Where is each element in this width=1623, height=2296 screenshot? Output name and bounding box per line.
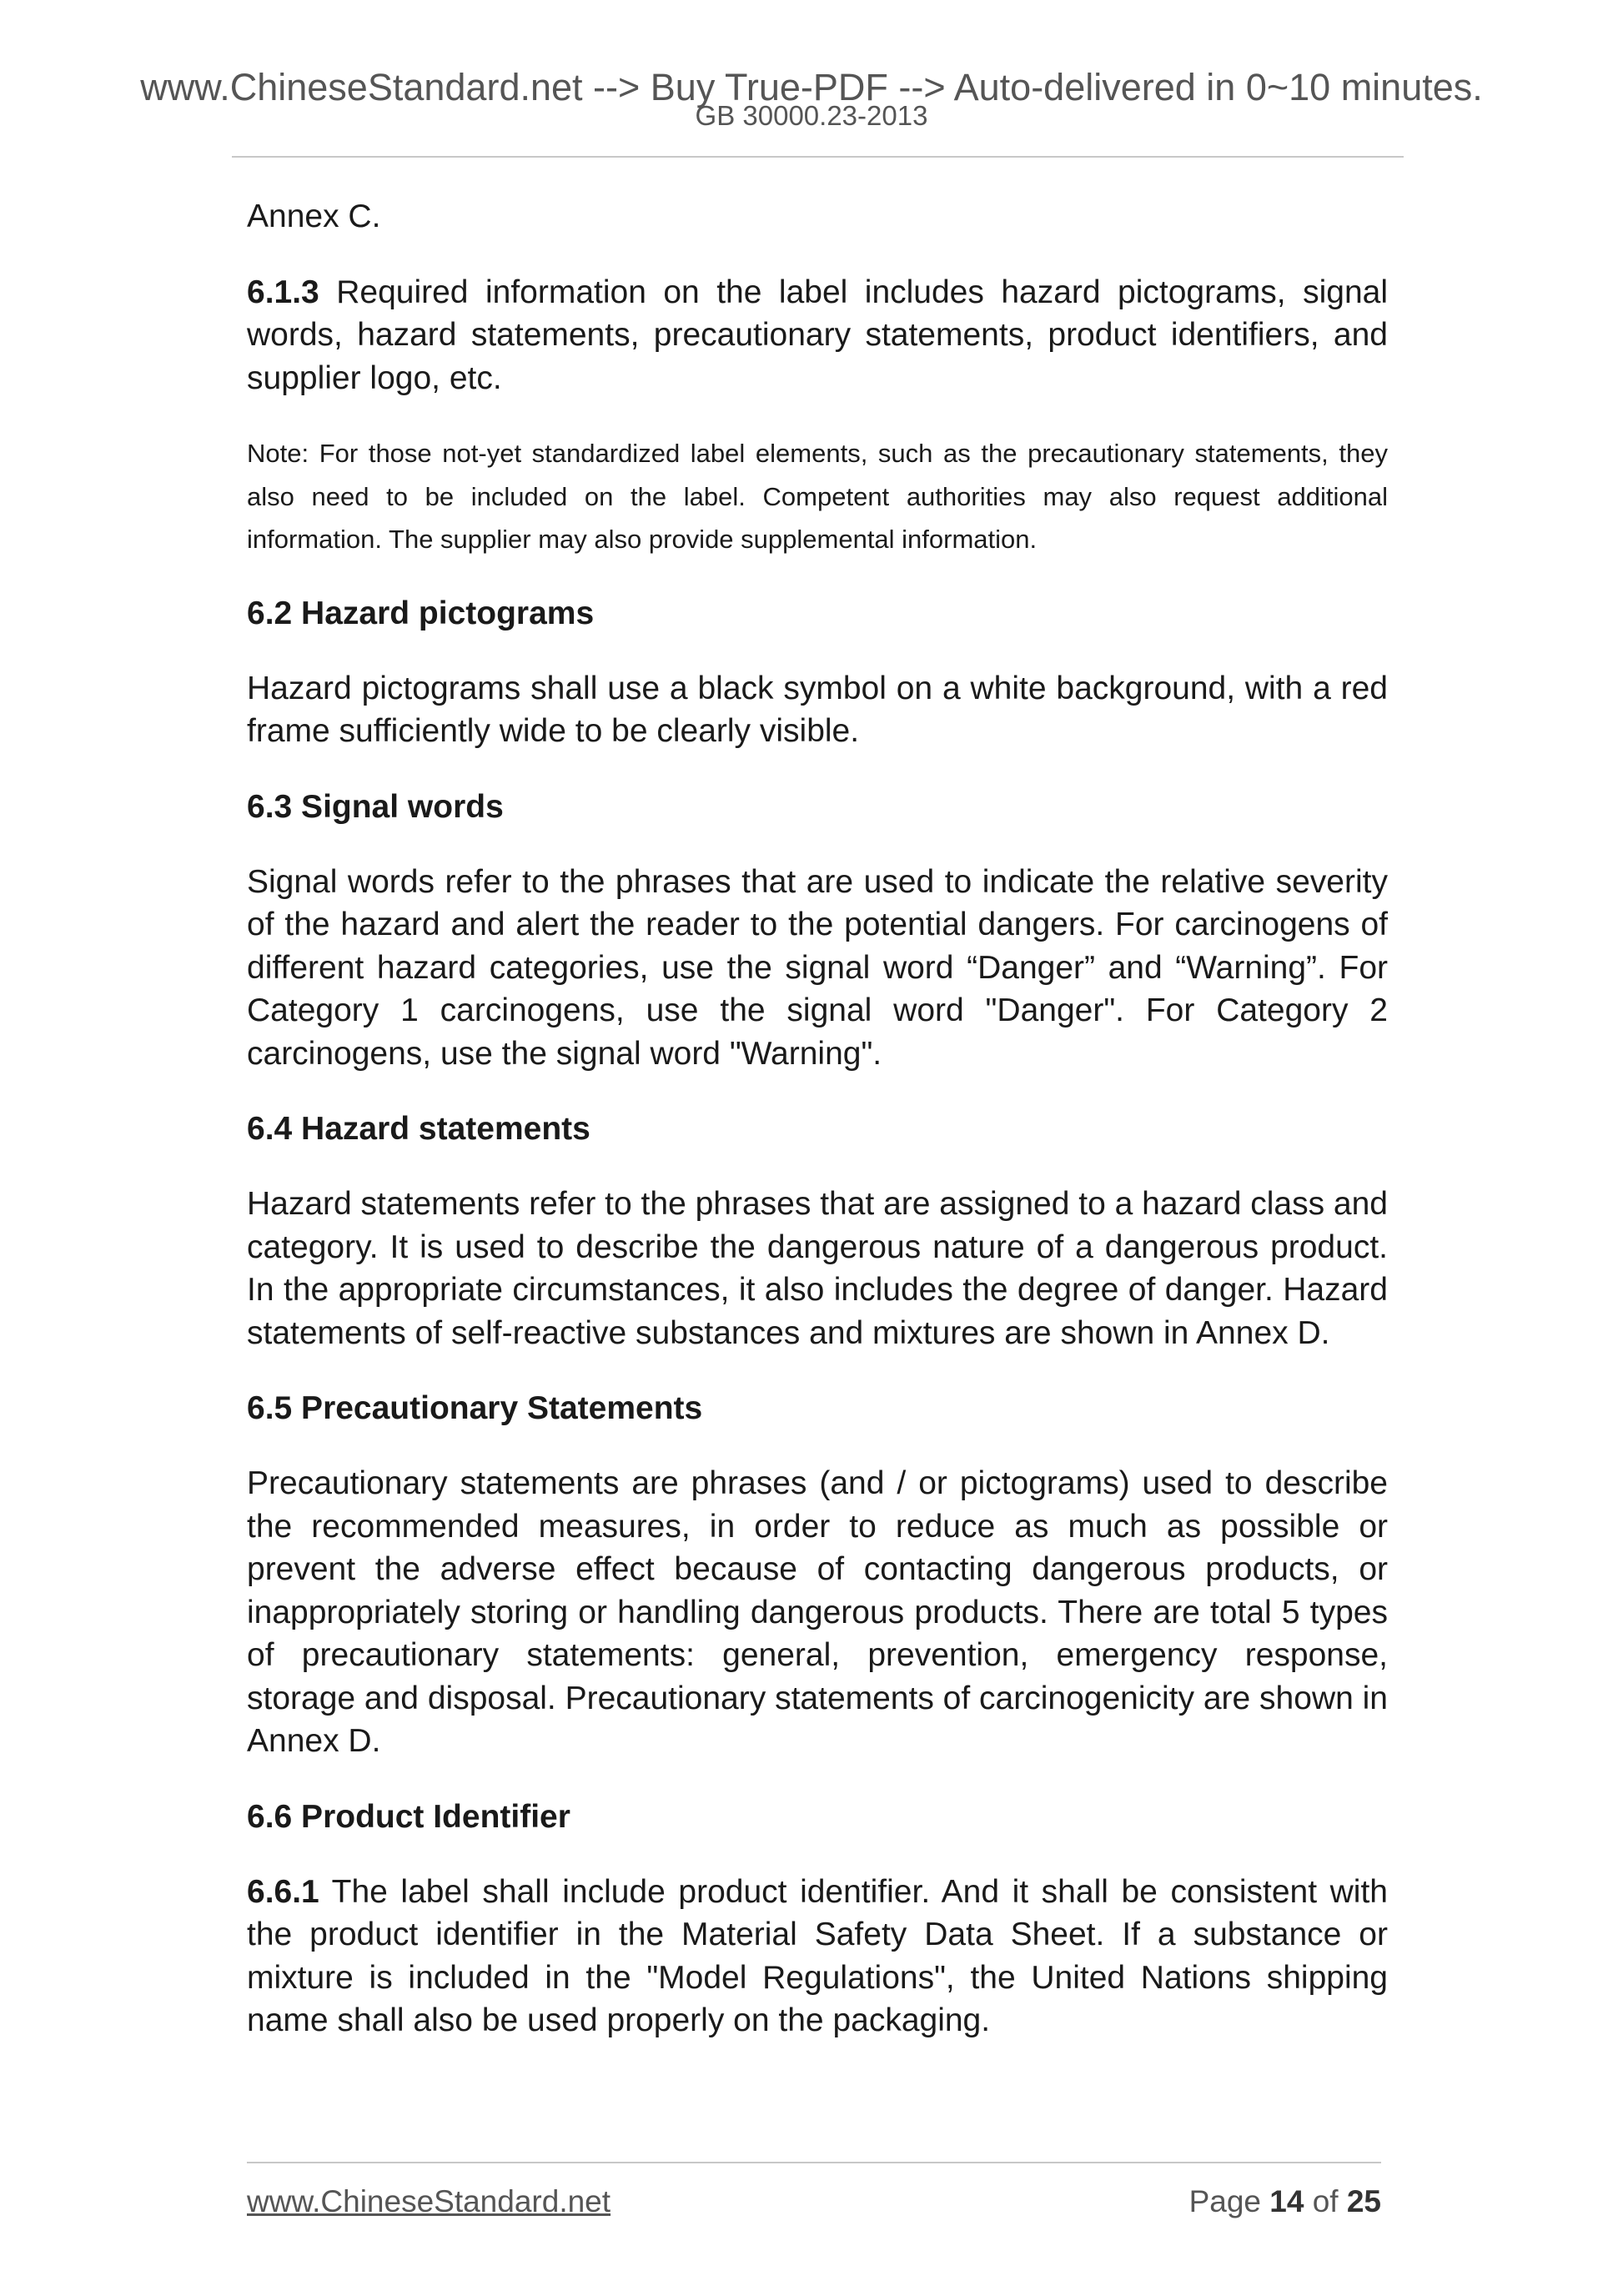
clause-number: 6.6.1	[247, 1873, 319, 1910]
section-6-5-text: Precautionary statements are phrases (and / or pictograms) used to describe the recommended measures, in order to reduce as much as possible or prevent the adverse effect because of contacting dangerous products, or inappropriately storing or handling dangerous products. There are total 5 types of precautionary statements: general, prevention, emergency response, storage and disposal. Precautionary statements of carcinogenicity are shown in Annex D.	[247, 1465, 1388, 1759]
section-heading-6-6: 6.6 Product Identifier	[247, 1798, 570, 1835]
page-of: of	[1312, 2184, 1339, 2218]
section-heading-6-2: 6.2 Hazard pictograms	[247, 595, 595, 631]
document-body	[247, 195, 1388, 2075]
header-banner: www.ChineseStandard.net --> Buy True-PDF --> Auto-delivered in 0~10 minutes.	[140, 66, 1483, 108]
section-heading-6-5: 6.5 Precautionary Statements	[247, 1390, 703, 1426]
clause-6-6-1	[247, 1871, 1388, 2042]
page-indicator	[1189, 2183, 1381, 2220]
footer-site-link[interactable]: www.ChineseStandard.net	[247, 2184, 611, 2218]
clause-number: 6.1.3	[247, 274, 319, 310]
annex-reference: Annex C.	[247, 198, 381, 234]
section-6-2-text: Hazard pictograms shall use a black symbol on a white background, with a red frame sufficiently wide to be clearly visible.	[247, 670, 1388, 749]
clause-text: Required information on the label includes hazard pictograms, signal words, hazard statements, precautionary statements, product identifiers, and supplier logo, etc.	[247, 274, 1388, 396]
page-header	[0, 65, 1623, 130]
clause-text: The label shall include product identifier. And it shall be consistent with the product identifier in the Material Safety Data Sheet. If a substance or mixture is included in the "Model Regulations", the United Nations shipping name shall also be used properly on the packaging.	[247, 1873, 1388, 2038]
section-heading-6-4: 6.4 Hazard statements	[247, 1111, 590, 1147]
section-6-4-text: Hazard statements refer to the phrases that are assigned to a hazard class and category. It is used to describe the dangerous nature of a dangerous product. In the appropriate circumstances, it also includes the degree of danger. Hazard statements of self-reactive substances and mixtures are shown in Annex D.	[247, 1186, 1388, 1351]
header-divider	[232, 156, 1404, 158]
standard-code: GB 30000.23-2013	[695, 100, 928, 131]
page-total: 25	[1346, 2184, 1381, 2218]
section-heading-6-3: 6.3 Signal words	[247, 788, 504, 825]
page-current: 14	[1269, 2184, 1304, 2218]
footer-divider	[247, 2162, 1381, 2163]
note-paragraph: Note: For those not-yet standardized label elements, such as the precautionary statements, they also need to be included on the label. Competent authorities may also request additional information. The supplier may also provide supplemental information.	[247, 439, 1388, 554]
page-label: Page	[1188, 2184, 1261, 2218]
section-6-3-text: Signal words refer to the phrases that are used to indicate the relative severity of the hazard and alert the reader to the potential dangers. For carcinogens of different hazard categories, use the signal word “Danger” and “Warning”. For Category 1 carcinogens, use the signal word "Danger". For Category 2 carcinogens, use the signal word "Warning".	[247, 863, 1388, 1072]
clause-6-1-3	[247, 271, 1388, 400]
